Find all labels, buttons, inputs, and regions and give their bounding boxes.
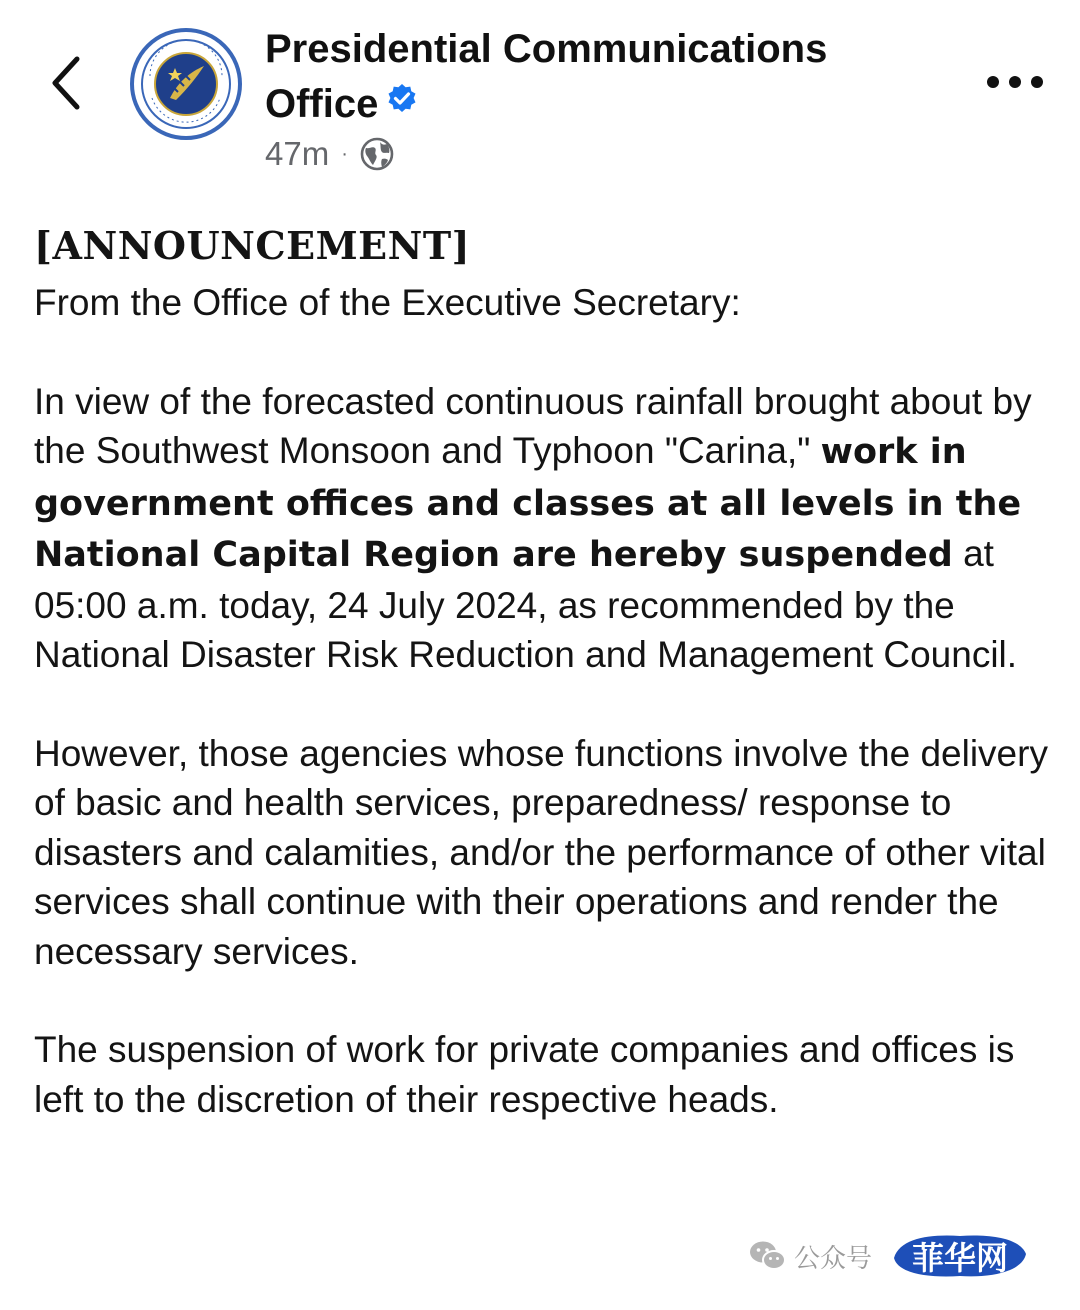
post-body [34, 220, 1054, 1173]
page-name-text[interactable]: Presidential Communications Office [265, 27, 828, 126]
announcement-heading: [ANNOUNCEMENT] [34, 223, 471, 268]
watermark-label: 公众号 [794, 1243, 873, 1274]
seal-logo-icon [130, 28, 242, 140]
timestamp[interactable]: 47m [265, 135, 330, 172]
globe-icon [360, 137, 394, 171]
watermark-brand-text: 菲华网 [912, 1239, 1009, 1277]
paragraph-suspension [34, 377, 1054, 680]
avatar[interactable] [130, 28, 242, 140]
paragraph-tail: at 05:00 a.m. today, 24 July 2024, as recommended by the National Disaster Risk Reduction and Management Council. [34, 533, 1018, 675]
paragraph-private: The suspension of work for private companies and offices is left to the discretion of their respective heads. [34, 1029, 1015, 1120]
watermark [748, 1222, 1030, 1290]
more-options-button[interactable] [982, 62, 1048, 102]
back-button[interactable] [36, 48, 96, 118]
paragraph-bold: work in government offices and classes at all levels in the National Capital Region are hereby suspended [34, 432, 1022, 575]
more-horizontal-icon [985, 75, 1045, 89]
paragraph-lead: In view of the forecasted continuous rainfall brought about by the Southwest Monsoon and Typhoon "Carina," [34, 380, 1032, 471]
verified-badge-icon [386, 75, 418, 130]
paragraph-exceptions: However, those agencies whose functions involve the delivery of basic and health services, preparedness/ response to disasters and calamities, and/or the performance of other vital services shall continue with their operations and render the necessary services. [34, 732, 1048, 972]
from-line: From the Office of the Executive Secretary: [34, 282, 741, 323]
chevron-left-icon [49, 55, 83, 111]
wechat-icon [748, 1239, 788, 1273]
meta-separator: · [341, 142, 348, 165]
page-name[interactable] [265, 22, 905, 134]
post-meta [265, 134, 394, 174]
post-header [0, 0, 1080, 195]
watermark-brand [890, 1228, 1030, 1284]
